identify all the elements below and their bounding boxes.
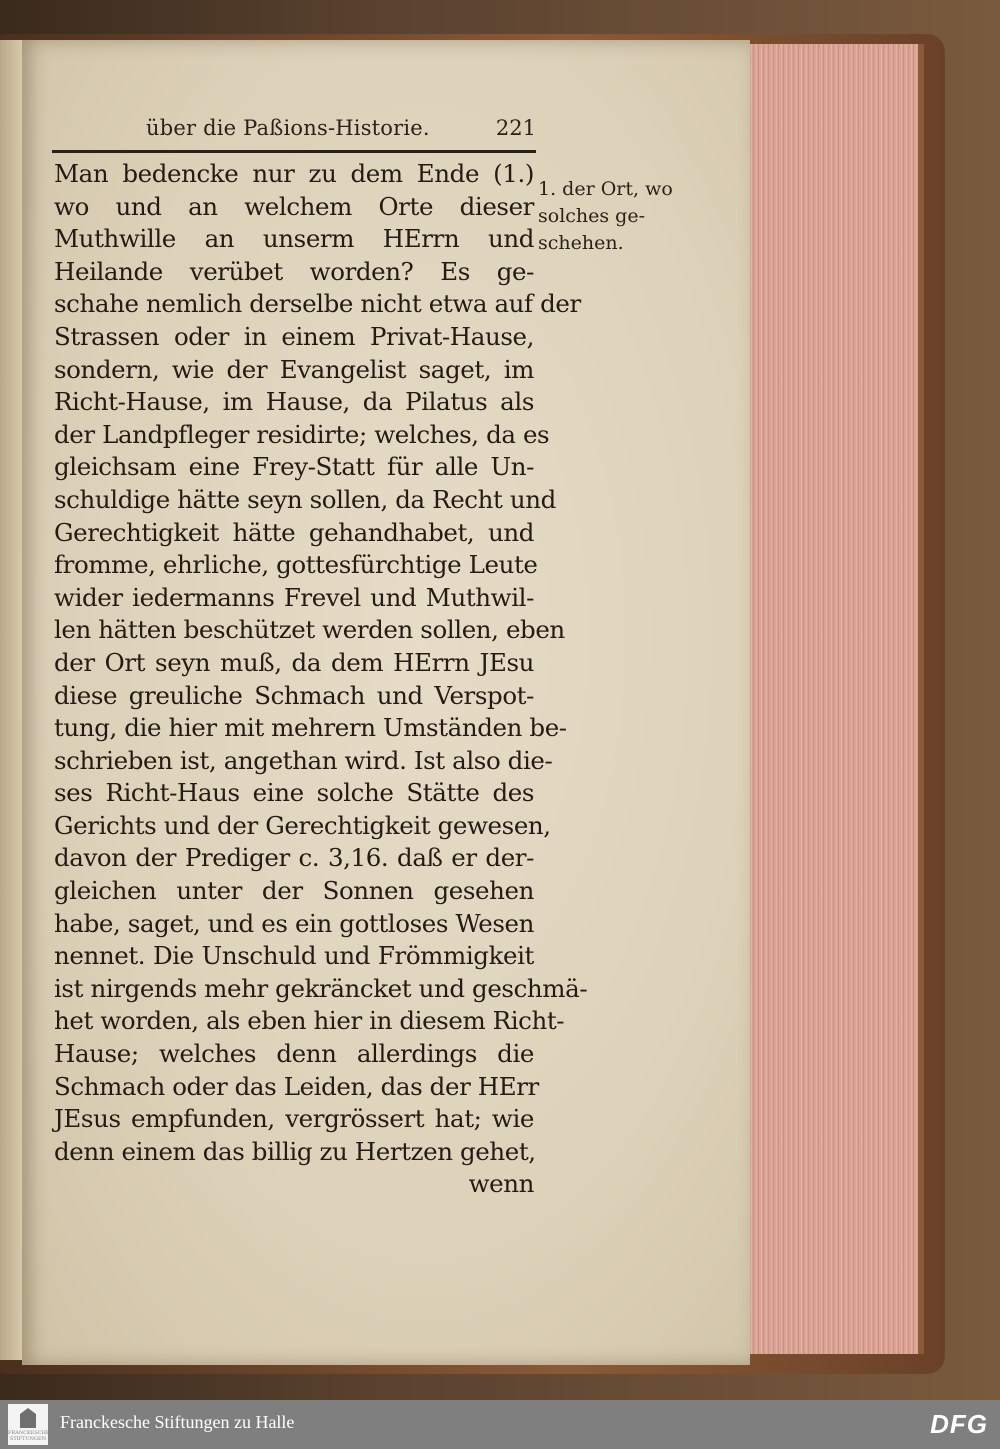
text-line: JEsus empfunden, vergrössert hat; wie — [54, 1104, 534, 1134]
footer-bar — [0, 1400, 1000, 1449]
running-title: über die Paßions-Historie. — [146, 116, 430, 140]
text-line: gleichsam eine Frey-Statt für alle Un- — [54, 452, 534, 482]
text-line: fromme, ehrliche, gottesfürchtige Leute — [54, 550, 538, 580]
text-line: Heilande verübet worden? Es ge- — [54, 256, 534, 286]
text-line: nennet. Die Unschuld und Frömmigkeit — [54, 941, 534, 971]
text-line: Schmach oder das Leiden, das der HErr — [54, 1071, 539, 1101]
text-line: Gerechtigkeit hätte gehandhabet, und — [54, 517, 534, 547]
header-rule — [52, 150, 536, 153]
marginal-note — [538, 176, 688, 257]
dfg-logo: DFG — [930, 1409, 988, 1439]
text-line: het worden, als eben hier in diesem Richt- — [54, 1006, 565, 1036]
text-line: Gerichts und der Gerechtigkeit gewesen, — [54, 810, 551, 840]
text-line: tung, die hier mit mehrern Umständen be- — [54, 713, 567, 743]
text-line: wider iedermanns Frevel und Muthwil- — [54, 582, 534, 612]
page-block-edges — [750, 44, 924, 1354]
text-line: gleichen unter der Sonnen gesehen — [54, 876, 534, 906]
building-icon — [20, 1408, 36, 1428]
running-header — [146, 112, 536, 146]
text-line: Man bedencke nur zu dem Ende (1.) — [54, 159, 534, 188]
text-line: der Ort seyn muß, da dem HErrn JEsu — [54, 647, 534, 677]
marginal-line: 1. der Ort, wo — [538, 178, 673, 200]
institution-name: Franckesche Stiftungen zu Halle — [60, 1412, 295, 1432]
page-number: 221 — [495, 116, 536, 140]
text-line: schrieben ist, angethan wird. Ist also die- — [54, 745, 553, 775]
previous-page-edge — [0, 40, 22, 1360]
text-line: len hätten beschützet werden sollen, eben — [54, 615, 565, 645]
text-line: ses Richt-Haus eine solche Stätte des — [54, 778, 534, 808]
text-line: Muthwille an unserm HErrn und — [54, 224, 534, 254]
text-line: der Landpfleger residirte; welches, da es — [54, 419, 550, 449]
logo-text: FRANCKESCHE STIFTUNGEN — [8, 1430, 50, 1442]
text-line: Strassen oder in einem Privat-Hause, — [54, 321, 534, 351]
marginal-line: solches ge- — [538, 205, 646, 227]
text-line: schuldige hätte seyn sollen, da Recht und — [54, 484, 556, 514]
marginal-line: schehen. — [538, 232, 624, 254]
text-line: wo und an welchem Orte dieser — [54, 191, 534, 221]
text-line: schahe nemlich derselbe nicht etwa auf der — [54, 289, 581, 319]
text-line: sondern, wie der Evangelist saget, im — [54, 354, 534, 384]
catchword: wenn — [468, 1169, 534, 1199]
text-line: diese greuliche Schmach und Verspot- — [54, 680, 534, 710]
text-line: Richt-Hause, im Hause, da Pilatus als — [54, 387, 534, 417]
institution-logo — [8, 1404, 48, 1445]
text-line: ist nirgends mehr gekräncket und geschmä- — [54, 973, 588, 1003]
text-line: habe, saget, und es ein gottloses Wesen — [54, 908, 534, 938]
text-line: davon der Prediger c. 3,16. daß er der- — [54, 843, 534, 873]
text-line: denn einem das billig zu Hertzen gehet, — [54, 1136, 536, 1166]
text-line: Hause; welches denn allerdings die — [54, 1039, 534, 1069]
